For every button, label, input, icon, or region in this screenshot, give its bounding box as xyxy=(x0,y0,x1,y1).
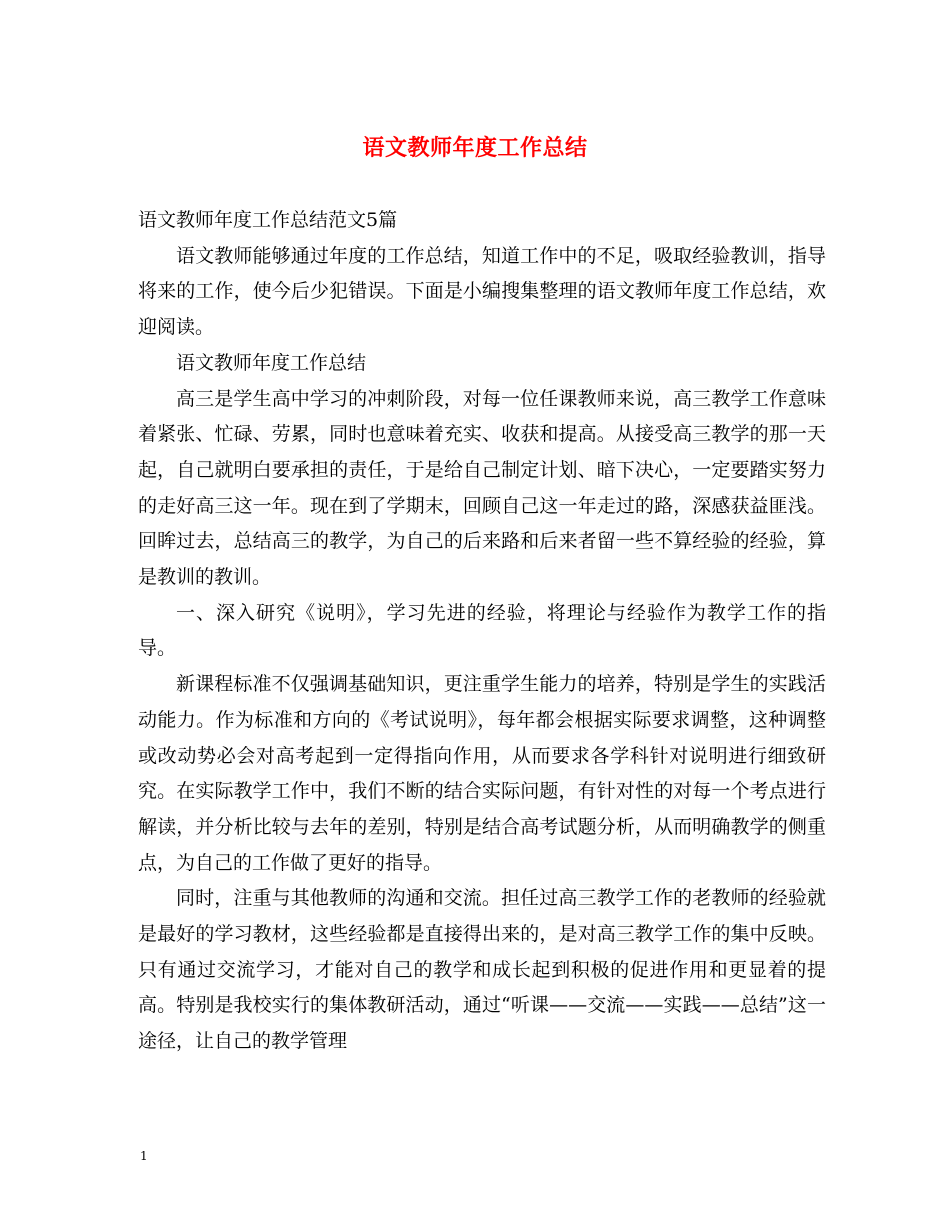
body-paragraph: 高三是学生高中学习的冲刺阶段，对每一位任课教师来说，高三教学工作意味着紧张、忙碌、劳累，同时也意味着充实、收获和提高。从接受高三教学的那一天起，自己就明白要承担的责任，于是给自己制定计划、暗下决心，一定要踏实努力的走好高三这一年。现在到了学期末，回顾自己这一年走过的路，深感获益匪浅。 回眸过去，总结高三的教学，为自己的后来路和后来者留一些不算经验的经验，算是教训的教训。 xyxy=(138,387,826,589)
point-one-heading: 一、深入研究《说明》，学习先进的经验，将理论与经验作为教学工作的指导。 xyxy=(138,601,826,660)
document-title: 语文教师年度工作总结 xyxy=(362,135,588,161)
page-number: 1 xyxy=(140,1149,148,1163)
intro-paragraph: 语文教师能够通过年度的工作总结，知道工作中的不足，吸取经验教训，指导将来的工作，使今后少犯错误。下面是小编搜集整理的语文教师年度工作总结，欢迎阅读。 xyxy=(138,244,826,339)
document-body xyxy=(138,203,826,1060)
section-heading: 语文教师年度工作总结 xyxy=(176,351,367,374)
body-paragraph: 新课程标准不仅强调基础知识，更注重学生能力的培养，特别是学生的实践活动能力。作为标准和方向的《考试说明》，每年都会根据实际要求调整，这种调整或改动势必会对高考起到一定得指向作用，从而要求各学科针对说明进行细致研究。在实际教学工作中，我们不断的结合实际问题，有针对性的对每一个考点进行解读，并分析比较与去年的差别，特别是结合高考试题分析，从而明确教学的侧重点，为自己的工作做了更好的指导。 xyxy=(138,673,826,874)
subtitle-line: 语文教师年度工作总结范文5篇 xyxy=(138,209,398,231)
body-paragraph: 同时，注重与其他教师的沟通和交流。担任过高三教学工作的老教师的经验就是最好的学习教材，这些经验都是直接得出来的，是对高三教学工作的集中反映。只有通过交流学习，才能对自己的教学和成长起到积极的促进作用和更显着的提高。特别是我校实行的集体教研活动，通过“听课——交流——实践——总结”这一途径，让自己的教学管理 xyxy=(138,887,826,1053)
